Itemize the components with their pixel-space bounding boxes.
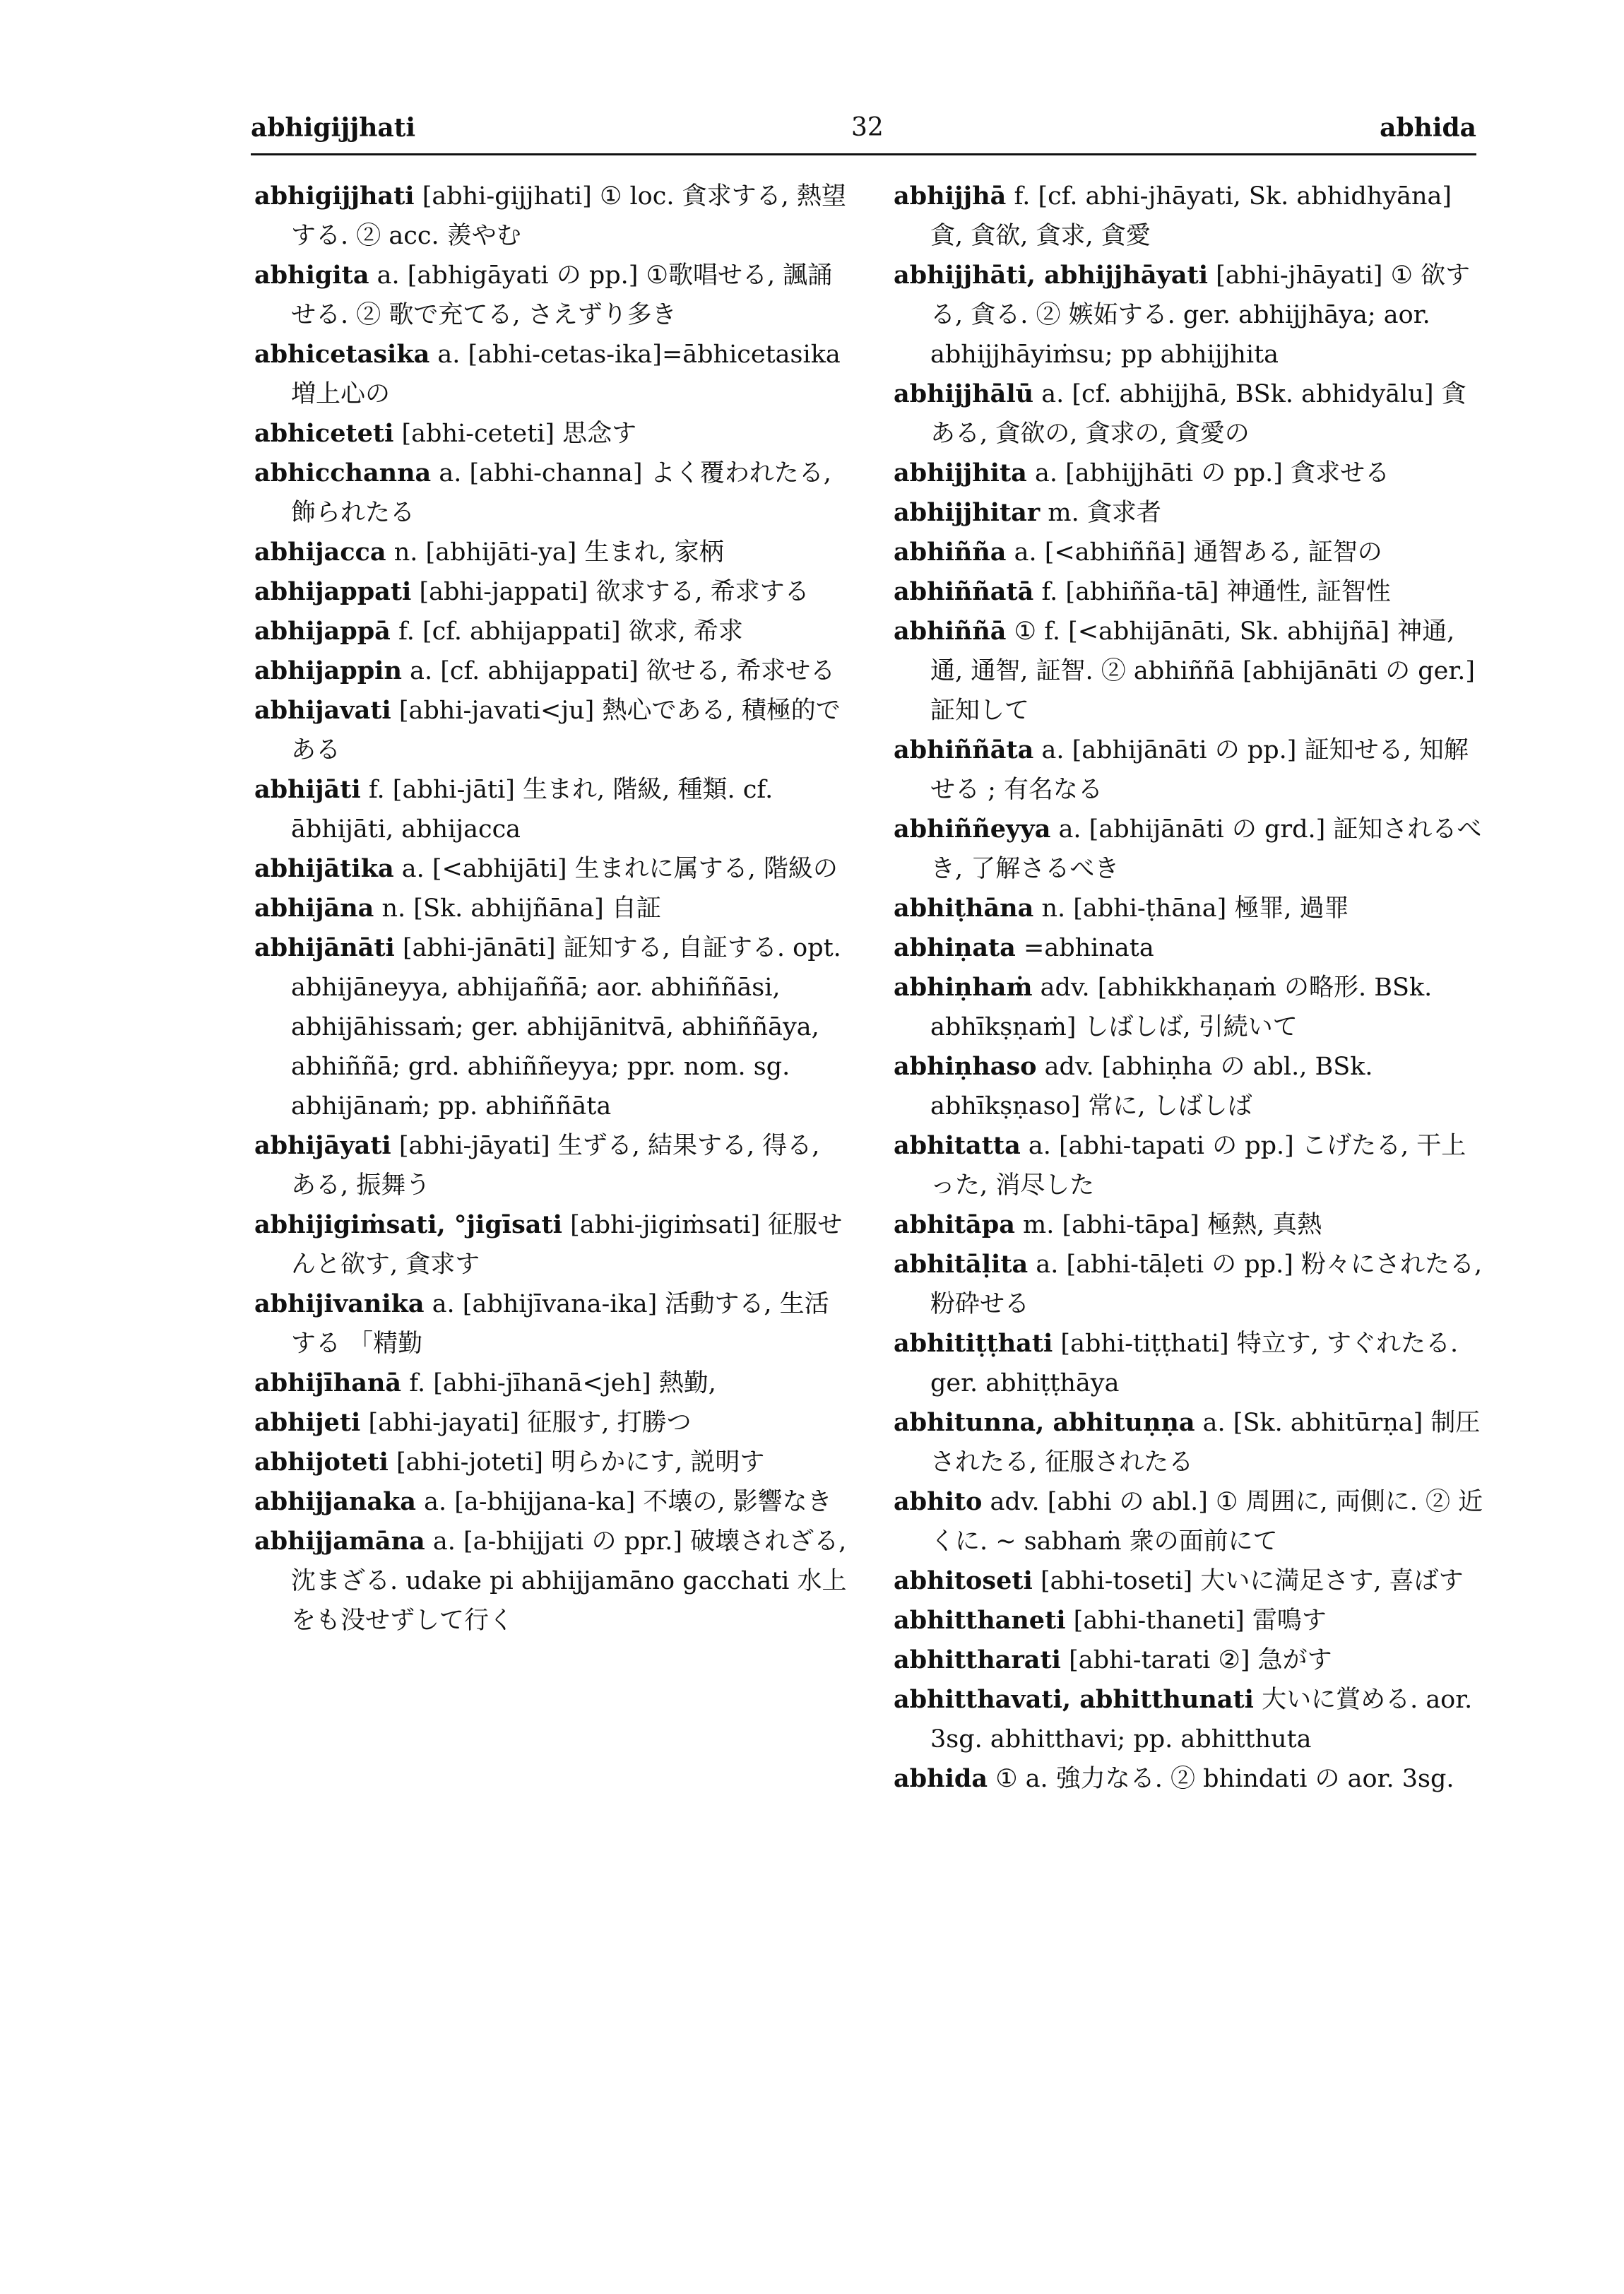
definition: m. [abhi-tāpa] 極熱, 真熱 (1023, 1211, 1322, 1239)
headword: abhitāpa (894, 1210, 1015, 1239)
dictionary-entry (254, 928, 848, 1126)
dictionary-entry (894, 533, 1487, 572)
definition: 大いに賞める. aor. 3sg. abhitthavi; pp. abhitthuta (930, 1686, 1473, 1754)
headword: abhiṇhaso (894, 1052, 1037, 1081)
definition: a. [abhijjhāti の pp.] 貪求せる (1034, 459, 1390, 487)
definition: f. [abhi-jāti] 生まれ, 階級, 種類. cf. ābhijāti, abhijacca (291, 776, 774, 844)
definition: ① f. [<abhijānāti, Sk. abhijñā] 神通, 通, 通智, 証智. ② abhiññā [abhijānāti の ger.] 証知して (930, 617, 1476, 725)
headword: abhijīhanā (254, 1368, 402, 1397)
dictionary-entry (254, 335, 848, 414)
headword: abhitthaneti (894, 1606, 1066, 1635)
headword: abhitthavati, abhitthunati (894, 1685, 1254, 1714)
definition: m. 貪求者 (1048, 499, 1161, 527)
headword: abhijacca (254, 538, 386, 567)
dictionary-entry (894, 1601, 1487, 1640)
dictionary-entry (254, 1482, 848, 1522)
dictionary-entry (254, 572, 848, 612)
definition: [abhi-jānāti] 証知する, 自証する. opt. abhijāneyya, abhijaññā; aor. abhiññāsi, abhijāhissaṁ; ger. abhijānitvā, abhiññāya, abhiññā; grd. abhiññeyya; ppr. nom. sg. abhijānaṁ; pp. abhiññāta (291, 934, 841, 1121)
dictionary-entry (254, 256, 848, 335)
headword: abhijavati (254, 696, 391, 725)
headword: abhijāna (254, 894, 374, 923)
headword: abhitiṭṭhati (894, 1329, 1053, 1358)
headword: abhiññatā (894, 577, 1034, 606)
dictionary-entry (894, 493, 1487, 533)
definition: [abhi-javati<ju] 熱心である, 積極的である (291, 697, 841, 764)
definition: a. [abhigāyati の pp.] ①歌唱せる, 諷誦せる. ② 歌で充てる, さえずり多き (291, 261, 833, 329)
headword: abhiṇhaṁ (894, 973, 1033, 1002)
headword: abhiceteti (254, 419, 394, 448)
dictionary-entry (894, 928, 1487, 968)
dictionary-entry (894, 968, 1487, 1047)
dictionary-entry (254, 889, 848, 928)
headword: abhijātika (254, 854, 394, 883)
definition: adv. [abhikkhaṇaṁ の略形. BSk. abhīkṣṇaṁ] しばしば, 引続いて (930, 974, 1433, 1041)
dictionary-entry (894, 1047, 1487, 1126)
definition: n. [Sk. abhijñāna] 自証 (381, 894, 661, 923)
definition: a. [a-bhijjati の ppr.] 破壊されざる, 沈まざる. udake pi abhijjamāno gacchati 水上をも没せずして行く (291, 1527, 847, 1635)
headword: abhijappin (254, 656, 402, 685)
definition: f. [cf. abhi-jhāyati, Sk. abhidhyāna] 貪, 貪欲, 貪求, 貪愛 (930, 182, 1452, 250)
page-number: 32 (851, 113, 884, 142)
headword: abhijānāti (254, 933, 395, 962)
headword: abhitāḷita (894, 1250, 1029, 1279)
dictionary-entry (894, 256, 1487, 374)
headword: abhicchanna (254, 459, 432, 487)
headword: abhito (894, 1487, 983, 1516)
headword: abhijjhā (894, 182, 1007, 211)
headword: abhijoteti (254, 1448, 389, 1477)
headword: abhijāti (254, 775, 361, 804)
dictionary-entry (254, 849, 848, 889)
dictionary-entry (254, 691, 848, 770)
definition: f. [abhiñña-tā] 神通性, 証智性 (1041, 578, 1391, 606)
headword: abhigijjhati (254, 182, 415, 211)
headword: abhijāyati (254, 1131, 391, 1160)
dictionary-entry (894, 889, 1487, 928)
headword: abhijjhitar (894, 498, 1041, 527)
headword: abhijjhālū (894, 379, 1034, 408)
headword: abhijivanika (254, 1289, 425, 1318)
running-head (251, 106, 1476, 155)
headword: abhijigiṁsati, °jigīsati (254, 1210, 562, 1239)
dictionary-entry (894, 1205, 1487, 1245)
headword: abhiñña (894, 538, 1007, 567)
headword: abhitunna, abhituṇṇa (894, 1408, 1195, 1437)
dictionary-entry (254, 454, 848, 533)
definition: [abhi-ceteti] 思念す (401, 420, 637, 448)
definition: a. [abhijānāti の grd.] 証知されるべき, 了解さるべき (930, 815, 1482, 883)
headword: abhittharati (894, 1645, 1061, 1674)
definition: a. [<abhiññā] 通智ある, 証智の (1014, 538, 1382, 567)
dictionary-entry (894, 1324, 1487, 1403)
dictionary-entry (254, 612, 848, 651)
definition: a. [Sk. abhitūrṇa] 制圧されたる, 征服されたる (930, 1409, 1481, 1477)
dictionary-entry (894, 1561, 1487, 1601)
definition: n. [abhi-ṭhāna] 極罪, 過罪 (1041, 894, 1349, 923)
dictionary-entry (894, 1759, 1487, 1799)
definition: [abhi-jayati] 征服す, 打勝つ (368, 1409, 692, 1437)
dictionary-entry (254, 1403, 848, 1443)
dictionary-entry (254, 770, 848, 849)
definition: n. [abhijāti-ya] 生まれ, 家柄 (393, 538, 724, 567)
dictionary-entry (894, 1126, 1487, 1205)
definition: a. [cf. abhijappati] 欲せる, 希求せる (410, 657, 836, 685)
definition: =abhinata (1024, 934, 1154, 962)
dictionary-entry (254, 533, 848, 572)
dictionary-entry (254, 1522, 848, 1640)
headword: abhitoseti (894, 1566, 1033, 1595)
headword: abhijeti (254, 1408, 361, 1437)
right-column (894, 177, 1487, 1799)
definition: a. [a-bhijjana-ka] 不壊の, 影響なき (424, 1488, 832, 1516)
definition: [abhi-jigiṁsati] 征服せんと欲す, 貪求す (291, 1211, 843, 1279)
definition: [abhi-thaneti] 雷鳴す (1073, 1607, 1327, 1635)
definition: [abhi-jhāyati] ① 欲する, 貪る. ② 嫉妬する. ger. abhijjhāya; aor. abhijjhāyiṁsu; pp abhijjhita (930, 261, 1471, 369)
definition: adv. [abhiṇha の abl., BSk. abhīkṣṇaso] 常に, しばしば (930, 1053, 1373, 1121)
definition: adv. [abhi の abl.] ① 周囲に, 両側に. ② 近くに. ~ sabhaṁ 衆の面前にて (930, 1488, 1483, 1556)
headword: abhiṭhāna (894, 894, 1034, 923)
definition: a. [abhi-tāḷeti の pp.] 粉々にされたる, 粉砕せる (930, 1251, 1483, 1318)
headword: abhijjhita (894, 459, 1027, 487)
dictionary-entry (254, 414, 848, 454)
dictionary-entry (254, 1284, 848, 1364)
definition: a. [abhi-cetas-ika]=ābhicetasika 増上心の (291, 341, 841, 408)
dictionary-entry (894, 612, 1487, 731)
left-guide-word: abhigijjhati (251, 113, 416, 143)
definition: [abhi-tiṭṭhati] 特立す, すぐれたる. ger. abhiṭṭhāya (930, 1330, 1459, 1397)
definition: a. [abhijānāti の pp.] 証知せる, 知解せる ; 有名なる (930, 736, 1469, 804)
definition: f. [abhi-jīhanā<jeh] 熱勤, (409, 1369, 716, 1397)
dictionary-entry (254, 1126, 848, 1205)
dictionary-entry (254, 177, 848, 256)
dictionary-entry (894, 810, 1487, 889)
headword: abhiññāta (894, 735, 1034, 764)
headword: abhijjamāna (254, 1527, 425, 1556)
headword: abhigita (254, 261, 369, 290)
dictionary-entry (254, 1364, 848, 1403)
definition: a. [abhijīvana-ika] 活動する, 生活する 「精勤 (291, 1290, 829, 1358)
headword: abhida (894, 1764, 988, 1793)
headword: abhiññeyya (894, 815, 1051, 844)
dictionary-entry (254, 1443, 848, 1482)
header-rule (251, 153, 1476, 155)
dictionary-entry (894, 731, 1487, 810)
headword: abhicetasika (254, 340, 430, 369)
definition: [abhi-joteti] 明らかにす, 説明す (396, 1448, 765, 1477)
dictionary-entry (254, 651, 848, 691)
dictionary-entry (894, 572, 1487, 612)
left-column (254, 177, 848, 1640)
dictionary-entry (894, 1403, 1487, 1482)
definition: ① a. 強力なる. ② bhindati の aor. 3sg. (995, 1765, 1454, 1793)
dictionary-entry (894, 1245, 1487, 1324)
headword: abhiññā (894, 617, 1007, 646)
definition: a. [abhi-tapati の pp.] こげたる, 干上った, 消尽した (930, 1132, 1466, 1200)
dictionary-entry (894, 454, 1487, 493)
definition: a. [abhi-channa] よく覆われたる, 飾られたる (291, 459, 831, 527)
headword: abhitatta (894, 1131, 1021, 1160)
headword: abhijappā (254, 617, 391, 646)
headword: abhijjhāti, abhijjhāyati (894, 261, 1209, 290)
right-guide-word: abhida (1380, 113, 1476, 143)
dictionary-entry (894, 1640, 1487, 1680)
definition: [abhi-jappati] 欲求する, 希求する (419, 578, 810, 606)
dictionary-entry (894, 1482, 1487, 1561)
headword: abhijjanaka (254, 1487, 416, 1516)
dictionary-entry (894, 1680, 1487, 1759)
definition: f. [cf. abhijappati] 欲求, 希求 (398, 617, 743, 646)
definition: a. [cf. abhijjhā, BSk. abhidyālu] 貪ある, 貪欲の, 貪求の, 貪愛の (930, 380, 1466, 448)
dictionary-entry (254, 1205, 848, 1284)
headword: abhiṇata (894, 933, 1016, 962)
dictionary-entry (894, 177, 1487, 256)
dictionary-entry (894, 374, 1487, 454)
definition: [abhi-toseti] 大いに満足さす, 喜ばす (1040, 1567, 1464, 1595)
definition: a. [<abhijāti] 生まれに属する, 階級の (401, 855, 838, 883)
definition: [abhi-gijjhati] ① loc. 貪求する, 熱望する. ② acc. 羨やむ (291, 182, 846, 250)
definition: [abhi-jāyati] 生ずる, 結果する, 得る, ある, 振舞う (291, 1132, 820, 1200)
definition: [abhi-tarati ②] 急がす (1069, 1646, 1332, 1674)
headword: abhijappati (254, 577, 412, 606)
